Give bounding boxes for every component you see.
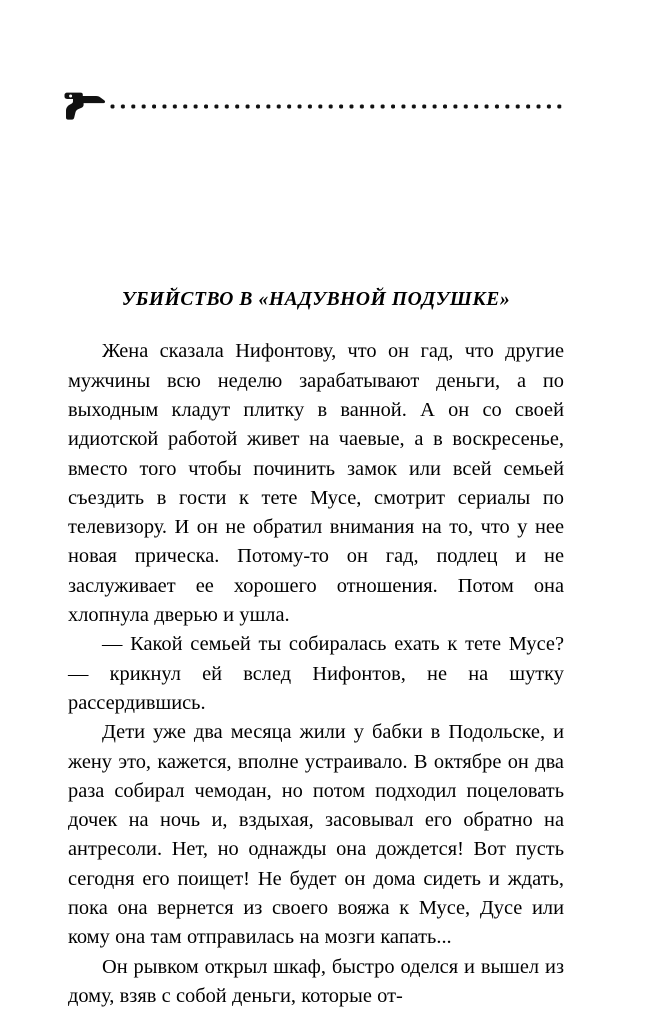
- body-paragraph: Жена сказала Нифонтову, что он гад, что другие мужчины всю неделю зарабатывают деньги, а по выходным кладут плитку в ванной. А он со своей идиотской работой живет на чаевые, а в воскресенье, вместо того чтобы починить замок или всей семьей съездить в гости к тете Мусе, смотрит сериалы по телевизору. И он не обратил внимания на то, что у нее новая прическа. Потому-то он гад, подлец и не заслуживает ее хорошего отношения. Потом она хлопнула дверью и ушла.: [68, 340, 564, 627]
- dotted-rule: [110, 91, 562, 121]
- chapter-title: УБИЙСТВО В «НАДУВНОЙ ПОДУШКЕ»: [121, 289, 511, 310]
- body-paragraph: Он рывком открыл шкаф, быстро оделся и вышел из дому, взяв с собой деньги, которые от-: [68, 955, 564, 1007]
- revolver-icon: [62, 91, 106, 121]
- header-ornament: [62, 88, 562, 124]
- body-paragraph: Дети уже два месяца жили у бабки в Подольске, и жену это, кажется, вполне устраивало. В октябре он два раза собирал чемодан, но потом подходил поцеловать дочек на ночь и, вздыхая, засовывал его обратно на антресоли. Нет, но однажды она дождется! Вот пусть сегодня его поищет! Не будет он дома сидеть и ждать, пока она вернется из своего вояжа к Мусе, Дусе или кому она там отправилась на мозги капать...: [68, 721, 564, 949]
- page-content: [68, 288, 564, 1011]
- body-paragraph: — Какой семьей ты собиралась ехать к тете Мусе? — крикнул ей вслед Нифонтов, не на шутку рассердившись.: [68, 633, 564, 714]
